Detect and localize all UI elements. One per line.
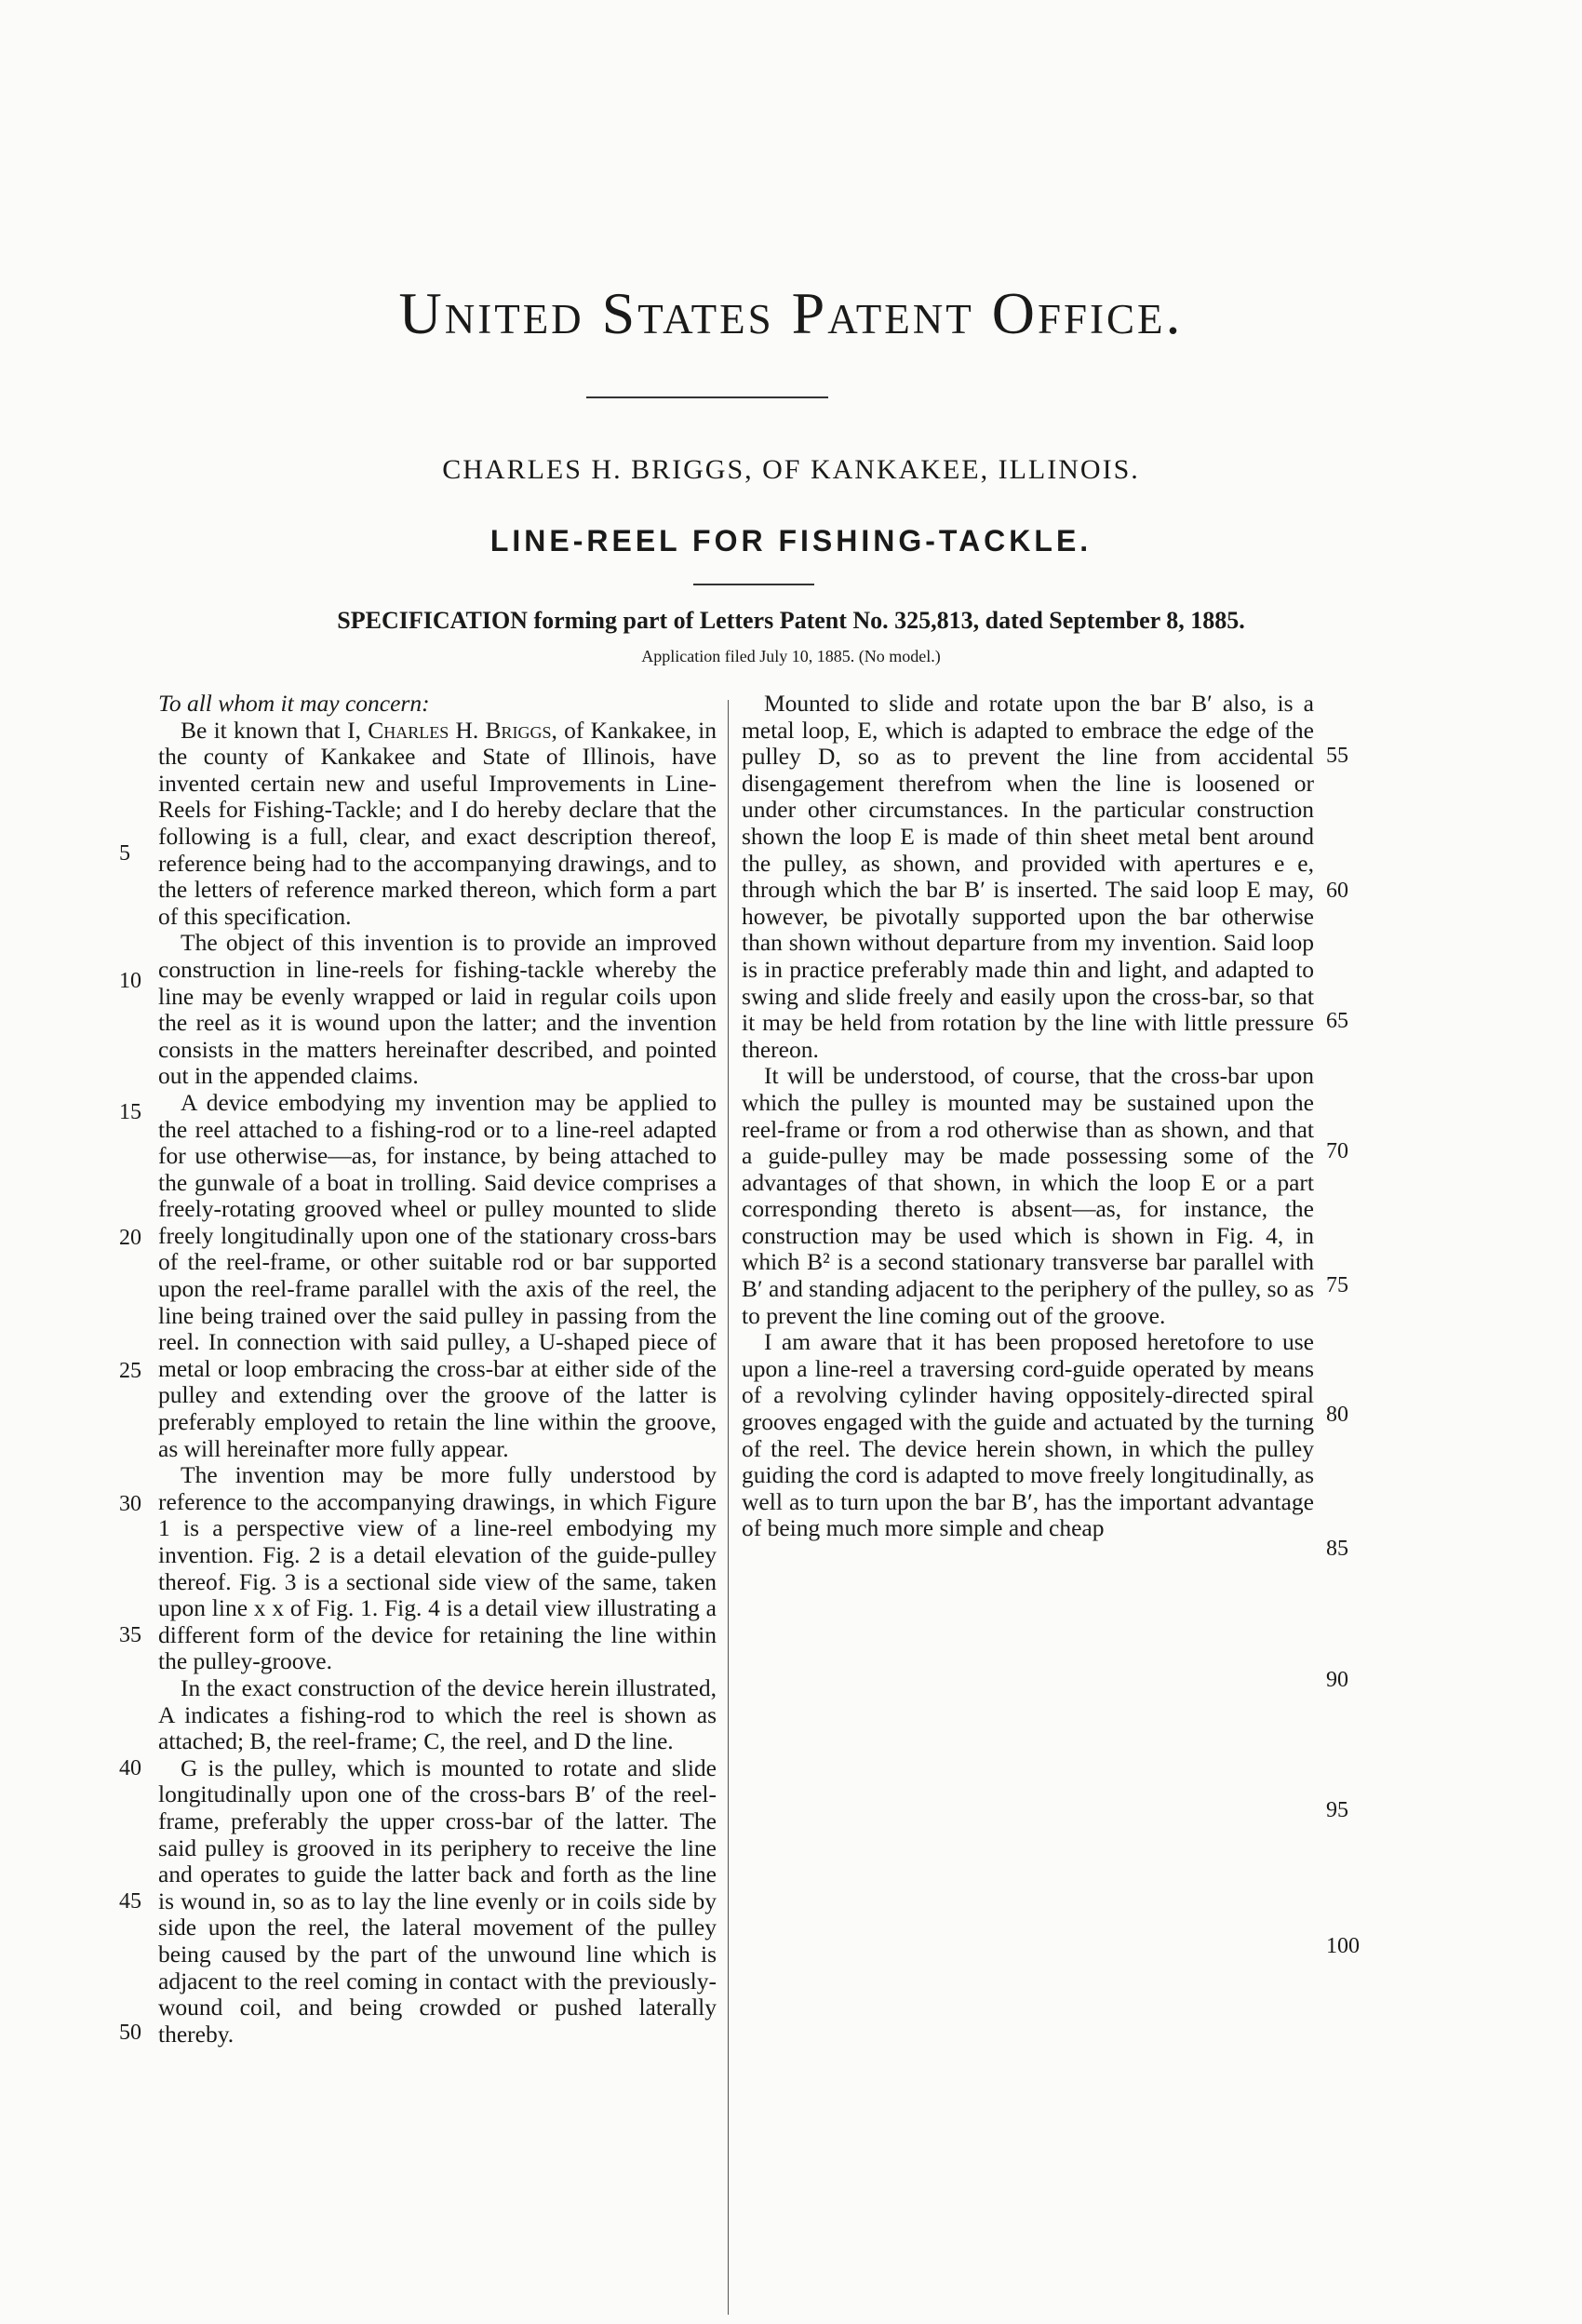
- invention-title: LINE-REEL FOR FISHING-TACKLE.: [489, 524, 1093, 557]
- right-column: [742, 691, 1314, 2310]
- title-rule: [693, 584, 814, 585]
- inventor-line: CHARLES H. BRIGGS, OF KANKAKEE, ILLINOIS.: [442, 454, 1140, 485]
- paragraph-drawings: The invention may be more fully understood by reference to the accompanying drawings, in which Figure 1 is a perspective view of a line-reel embodying my invention. Fig. 2 is a detail elevation of the guide-pulley thereof. Fig. 3 is a sectional side view of the same, taken upon line x x of Fig. 1. Fig. 4 is a detail view illustrating a different form of the device for retaining the line within the pulley-groove.: [158, 1461, 717, 1675]
- line-number-right: 60: [1326, 879, 1348, 903]
- line-number-left: 15: [119, 1100, 141, 1124]
- line-number-left: 5: [119, 841, 130, 866]
- paragraph-intro: [158, 718, 717, 931]
- line-number-right: 80: [1326, 1403, 1348, 1427]
- line-number-right: 55: [1326, 744, 1348, 768]
- paragraph-prior-art: I am aware that it has been proposed heretofore to use upon a line-reel a traversing cord-guide operated by means of a revolving cylinder having oppositely-directed spiral grooves engaged with the guide and actuated by the turning of the reel. The device herein shown, in which the pulley guiding the cord is adapted to move freely longitudinally, as well as to turn upon the bar B′, has the important advantage of being much more simple and cheap: [742, 1328, 1314, 1542]
- specification-line: SPECIFICATION forming part of Letters Patent No. 325,813, dated September 8, 1885.: [337, 607, 1245, 634]
- office-heading: United States Patent Office.: [398, 280, 1184, 346]
- paragraph-pulley: G is the pulley, which is mounted to rotate and slide longitudinally upon one of the cross-bars B′ of the reel-frame, preferably the upper cross-bar of the latter. The said pulley is grooved in its periphery to receive the line and operates to guide the latter back and forth as the line is wound in, so as to lay the line evenly or in coils side by side upon the reel, the lateral movement of the pulley being caused by the part of the unwound line which is adjacent to the reel coming in contact with the previously-wound coil, and being crowded or pushed laterally thereby.: [158, 1753, 717, 2048]
- line-number-right: 75: [1326, 1273, 1348, 1297]
- line-number-left: 50: [119, 2021, 141, 2045]
- left-column: [158, 691, 717, 2310]
- application-line: Application filed July 10, 1885. (No model.): [641, 647, 941, 665]
- line-number-left: 10: [119, 969, 141, 993]
- line-number-right: 85: [1326, 1537, 1348, 1561]
- paragraph-construction: In the exact construction of the device herein illustrated, A indicates a fishing-rod to which the reel is shown as attached; B, the reel-frame; C, the reel, and D the line.: [158, 1673, 717, 1755]
- line-number-left: 25: [119, 1359, 141, 1383]
- line-number-right: 65: [1326, 1009, 1348, 1033]
- header-rule: [586, 396, 828, 398]
- column-divider: [728, 700, 729, 2315]
- line-number-right: 100: [1326, 1934, 1360, 1958]
- paragraph-intro-rest: , of Kankakee, in the county of Kankakee and State of Illinois, have invented certain new and useful Improvements in Line-Reels for Fishing-Tackle; and I do hereby declare that the following is a full, clear, and exact description thereof, reference being had to the accompanying drawings, and to the letters of reference marked thereon, which form a part of this specification.: [158, 716, 717, 930]
- paragraph-object: The object of this invention is to provide an improved construction in line-reels for fishing-tackle whereby the line may be evenly wrapped or laid in regular coils upon the reel as it is wound upon the latter; and the invention consists in the matters hereinafter described, and pointed out in the appended claims.: [158, 929, 717, 1090]
- paragraph-understood: It will be understood, of course, that the cross-bar upon which the pulley is mounted may be sustained upon the reel-frame or from a rod otherwise than as shown, and that a guide-pulley may be made possessing some of the advantages of that shown, in which the loop E or a part corresponding thereto is absent—as, for instance, the construction may be used which is shown in Fig. 4, in which B² is a second stationary transverse bar parallel with B′ and standing adjacent to the periphery of the pulley, so as to prevent the line coming out of the groove.: [742, 1062, 1314, 1329]
- paragraph-device: A device embodying my invention may be applied to the reel attached to a fishing-rod or to a line-reel adapted for use otherwise—as, for instance, by being attached to the gunwale of a boat in trolling. Said device comprises a freely-rotating grooved wheel or pulley mounted to slide freely longitudinally upon one of the stationary cross-bars of the reel-frame, or other suitable rod or bar supported upon the reel-frame parallel with the axis of the reel, the line being trained over the said pulley in passing from the reel. In connection with said pulley, a U-shaped piece of metal or loop embracing the cross-bar at either side of the pulley and extending over the groove of the latter is preferably employed to retain the line within the groove, as will hereinafter more fully appear.: [158, 1088, 717, 1462]
- paragraph-loop: Mounted to slide and rotate upon the bar B′ also, is a metal loop, E, which is adapted to embrace the edge of the pulley D, so as to prevent the line from accidental disengagement therefrom when the line is loosened or under other circumstances. In the particular construction shown the loop E is made of thin sheet metal bent around the pulley, as shown, and provided with apertures e e, through which the bar B′ is inserted. The said loop E may, however, be pivotally supported upon the bar otherwise than shown without departure from my invention. Said loop is in practice preferably made thin and light, and adapted to swing and slide freely and easily upon the cross-bar, so that it may be held from rotation by the line with little pressure thereon.: [742, 691, 1314, 1063]
- line-number-left: 35: [119, 1623, 141, 1647]
- line-number-left: 30: [119, 1492, 141, 1516]
- line-number-right: 95: [1326, 1798, 1348, 1822]
- salutation: To all whom it may concern:: [158, 691, 430, 717]
- paragraph-intro-start: Be it known that I,: [181, 716, 369, 744]
- line-number-left: 20: [119, 1226, 141, 1250]
- inventor-name: Charles H. Briggs: [368, 716, 552, 744]
- line-number-left: 45: [119, 1889, 141, 1914]
- line-number-right: 90: [1326, 1668, 1348, 1692]
- line-number-right: 70: [1326, 1139, 1348, 1163]
- line-number-left: 40: [119, 1756, 141, 1780]
